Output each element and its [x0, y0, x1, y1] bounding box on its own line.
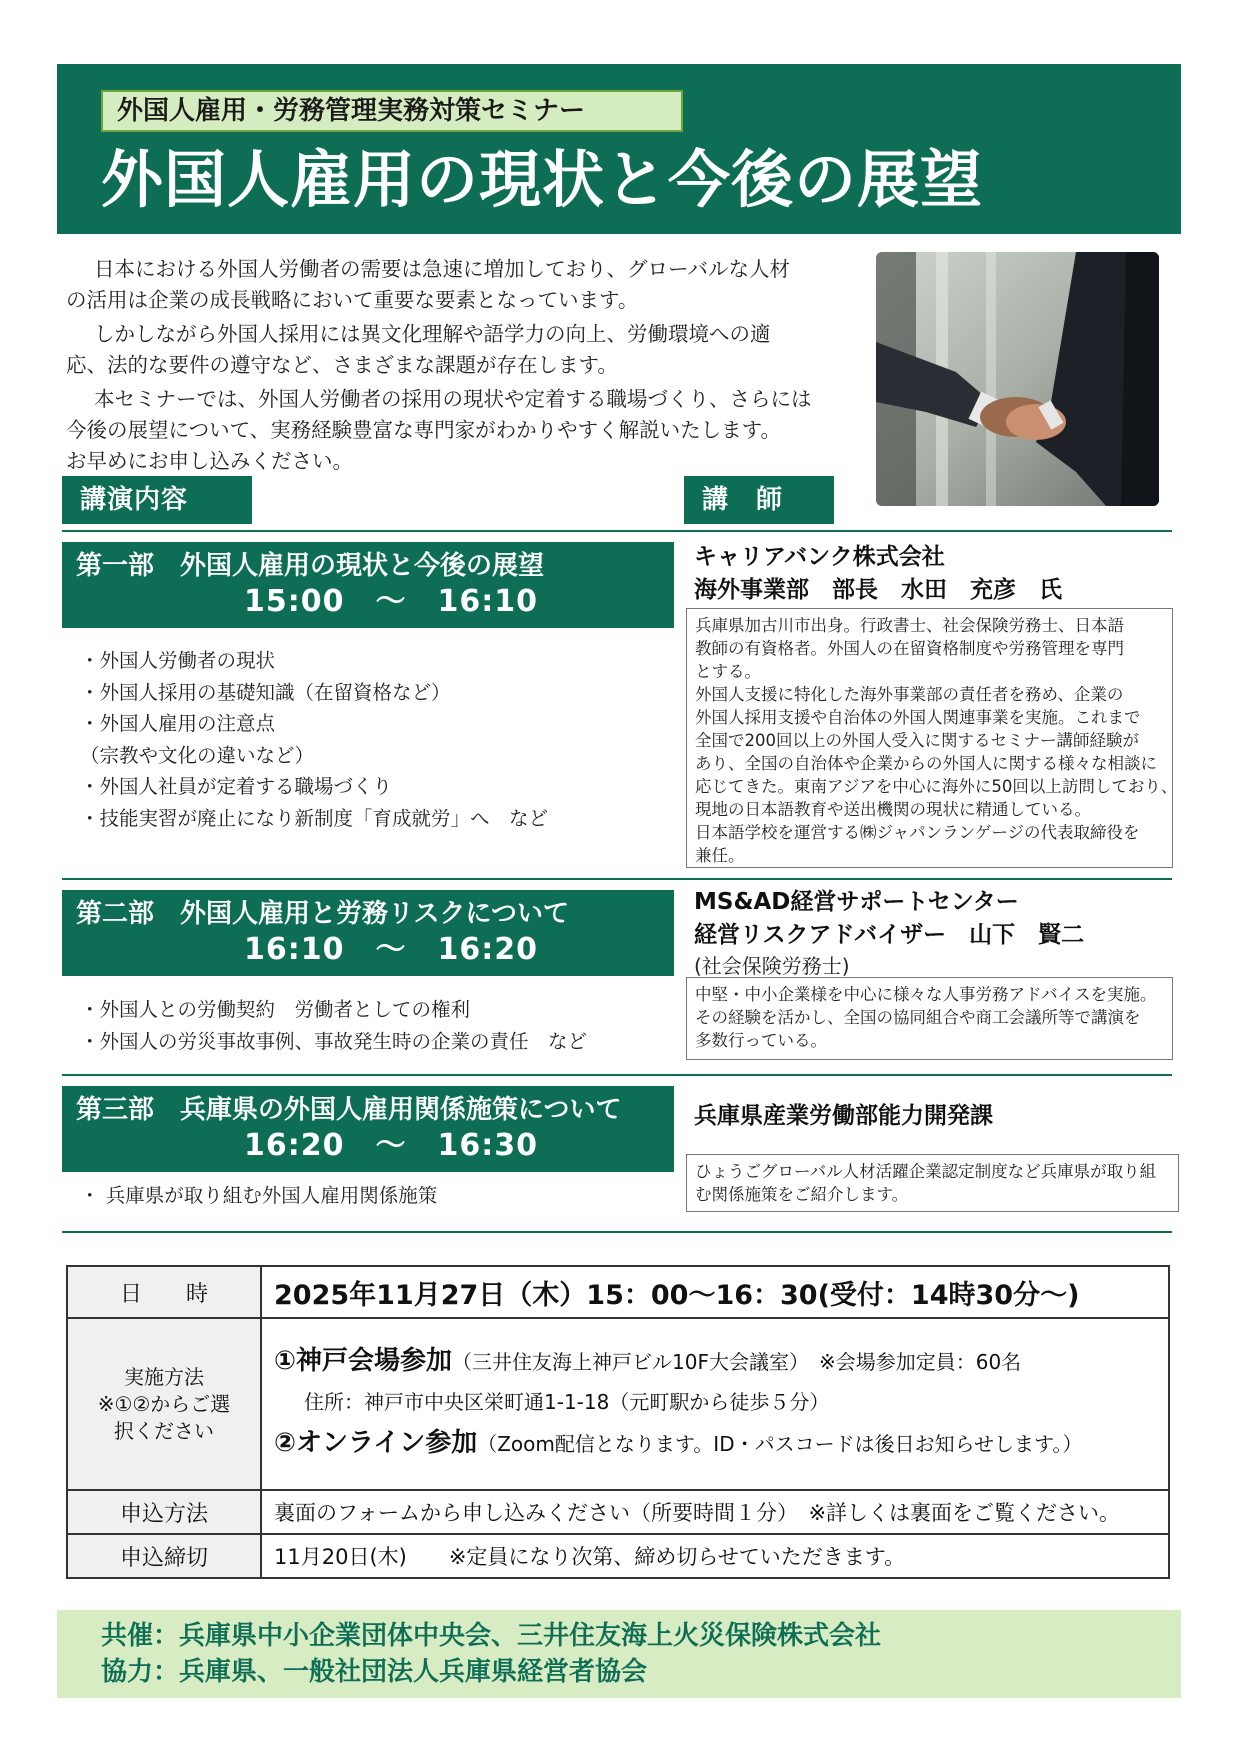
intro-line: 応、法的な要件の遵守など、さまざまな課題が存在します。 — [66, 353, 618, 377]
part2-topics — [80, 994, 587, 1057]
speaker-name: 経営リスクアドバイザー 山下 賢二 — [694, 922, 1085, 948]
speaker-org: MS&AD経営サポートセンター — [694, 889, 1019, 915]
speaker-heading: 講 師 — [684, 476, 834, 524]
footer-sponsors — [57, 1610, 1181, 1698]
venue-address: 住所：神戸市中央区栄町通1-1-18（元町駅から徒歩５分） — [304, 1390, 830, 1414]
apply-value: 裏面のフォームから申し込みください（所要時間１分） ※詳しくは裏面をご覧ください。 — [261, 1490, 1169, 1534]
topic-item: ・外国人の労災事故事例、事故発生時の企業の責任 など — [80, 1029, 588, 1053]
part2-title: 第二部 外国人雇用と労務リスクについて — [76, 899, 569, 929]
intro-paragraph — [66, 350, 866, 381]
part1-time: 15:00 ～ 16:10 — [244, 584, 538, 619]
venue-detail: （三井住友海上神戸ビル10F大会議室） ※会場参加定員：60名 — [452, 1350, 1022, 1374]
intro-line: 本セミナーでは、外国人労働者の採用の現状や定着する職場づくり、さらには — [94, 387, 812, 411]
intro-paragraph — [66, 446, 866, 477]
bio-line: その経験を活かし、全国の協同組合や商工会議所等で講演を — [695, 1008, 1141, 1027]
part3-time: 16:20 ～ 16:30 — [244, 1128, 538, 1163]
part2-speaker — [694, 886, 1084, 980]
method-value — [261, 1318, 1169, 1490]
online-title: ②オンライン参加 — [274, 1428, 478, 1458]
divider — [62, 530, 1172, 532]
divider — [62, 1231, 1172, 1233]
apply-label: 申込方法 — [67, 1490, 261, 1534]
handshake-image — [876, 252, 1159, 506]
speaker-org: 兵庫県産業労働部能力開発課 — [694, 1103, 993, 1129]
intro-paragraph — [66, 384, 866, 415]
intro-text — [66, 254, 866, 480]
content-heading: 講演内容 — [62, 476, 252, 524]
intro-paragraph — [66, 285, 866, 316]
table-row — [67, 1318, 1169, 1490]
cooperation-text: 協力：兵庫県、一般社団法人兵庫県経営者協会 — [101, 1657, 648, 1687]
bio-line: 中堅・中小企業様を中心に様々な人事労務アドバイスを実施。 — [695, 985, 1157, 1004]
intro-paragraph — [66, 319, 866, 350]
topic-item: ・外国人との労働契約 労働者としての権利 — [80, 998, 471, 1021]
page-title: 外国人雇用の現状と今後の展望 — [101, 143, 984, 216]
date-label: 日 時 — [67, 1266, 261, 1318]
topic-item: ・ 兵庫県が取り組む外国人雇用関係施策 — [80, 1184, 438, 1207]
table-row — [67, 1534, 1169, 1578]
topic-item: （宗教や文化の違いなど） — [80, 743, 315, 767]
speaker-org: キャリアバンク株式会社 — [694, 544, 945, 570]
part2-time: 16:10 ～ 16:20 — [244, 932, 538, 967]
part1-speaker-bio — [686, 608, 1178, 868]
speaker-name: 海外事業部 部長 水田 充彦 氏 — [694, 577, 1062, 603]
method-label-line: 実施方法 — [124, 1364, 204, 1389]
handshake-photo — [876, 252, 1159, 506]
intro-line: 日本における外国人労働者の需要は急速に増加しており、グローバルな人材 — [94, 257, 790, 281]
part2-header — [62, 890, 674, 976]
intro-line: の活用は企業の成長戦略において重要な要素となっています。 — [66, 288, 639, 312]
date-value: 2025年11月27日（木）15：00～16：30(受付：14時30分～) — [261, 1266, 1169, 1318]
bio-line: あり、全国の自治体や企業からの外国人に関する様々な相談に — [695, 754, 1157, 773]
topic-item: ・外国人社員が定着する職場づくり — [80, 775, 393, 798]
bio-line: 兼任。 — [695, 846, 745, 865]
part3-speaker-bio — [686, 1154, 1179, 1212]
part1-title: 第一部 外国人雇用の現状と今後の展望 — [76, 551, 545, 581]
table-row — [67, 1490, 1169, 1534]
divider — [62, 878, 1172, 880]
intro-line: 今後の展望について、実務経験豊富な専門家がわかりやすく解説いたします。 — [66, 418, 782, 442]
bio-line: 応じてきた。東南アジアを中心に海外に50回以上訪問しており、 — [695, 777, 1178, 796]
topic-item: ・外国人採用の基礎知識（在留資格など） — [80, 680, 451, 704]
bio-line: む関係施策をご紹介します。 — [695, 1185, 909, 1204]
header-banner — [57, 64, 1181, 234]
deadline-label: 申込締切 — [67, 1534, 261, 1578]
bio-line: 多数行っている。 — [695, 1031, 827, 1050]
part1-speaker — [694, 541, 1062, 607]
topic-item: ・外国人労働者の現状 — [80, 649, 276, 672]
venue-option — [274, 1340, 1167, 1384]
venue-title: ①神戸会場参加 — [274, 1346, 453, 1376]
bio-line: 兵庫県加古川市出身。行政書士、社会保険労務士、日本語 — [695, 616, 1124, 635]
part3-topics — [80, 1180, 437, 1212]
online-detail: （Zoom配信となります。ID・パスコードは後日お知らせします。） — [477, 1432, 1083, 1456]
part2-speaker-bio — [686, 977, 1173, 1060]
table-row — [67, 1266, 1169, 1318]
method-label — [67, 1318, 261, 1490]
bio-line: 外国人採用支援や自治体の外国人関連事業を実施。これまで — [695, 708, 1141, 727]
bio-line: ひょうごグローバル人材活躍企業認定制度など兵庫県が取り組 — [695, 1162, 1157, 1181]
event-info-table — [66, 1265, 1170, 1579]
part1-header — [62, 542, 674, 628]
seminar-subtitle: 外国人雇用・労務管理実務対策セミナー — [101, 90, 683, 132]
part3-header — [62, 1086, 674, 1172]
topic-item: ・外国人雇用の注意点 — [80, 712, 276, 735]
intro-line: お早めにお申し込みください。 — [66, 449, 353, 473]
bio-line: 教師の有資格者。外国人の在留資格制度や労務管理を専門 — [695, 639, 1124, 658]
bio-line: 外国人支援に特化した海外事業部の責任者を務め、企業の — [695, 685, 1124, 704]
cosponsor-text: 共催：兵庫県中小企業団体中央会、三井住友海上火災保険株式会社 — [101, 1621, 882, 1651]
bio-line: 全国で200回以上の外国人受入に関するセミナー講師経験が — [695, 731, 1139, 750]
speaker-qualification: (社会保険労務士) — [694, 954, 850, 978]
intro-paragraph — [66, 254, 866, 285]
online-option — [274, 1420, 1167, 1468]
topic-item: ・技能実習が廃止になり新制度「育成就労」へ など — [80, 806, 549, 830]
bio-line: 日本語学校を運営する㈱ジャパンランゲージの代表取締役を — [695, 823, 1140, 842]
part1-topics — [80, 645, 548, 834]
method-label-line: ※①②からご選 — [97, 1391, 231, 1416]
deadline-value: 11月20日(木) ※定員になり次第、締め切らせていただきます。 — [261, 1534, 1169, 1578]
part3-title: 第三部 兵庫県の外国人雇用関係施策について — [76, 1095, 622, 1125]
intro-paragraph — [66, 415, 866, 446]
bio-line: とする。 — [695, 662, 761, 681]
divider — [62, 1074, 1172, 1076]
bio-line: 現地の日本語教育や送出機関の現状に精通している。 — [695, 800, 1091, 819]
part3-speaker — [694, 1100, 993, 1133]
method-label-line: 択ください — [114, 1418, 214, 1443]
intro-line: しかしながら外国人採用には異文化理解や語学力の向上、労働環境への適 — [94, 322, 771, 346]
